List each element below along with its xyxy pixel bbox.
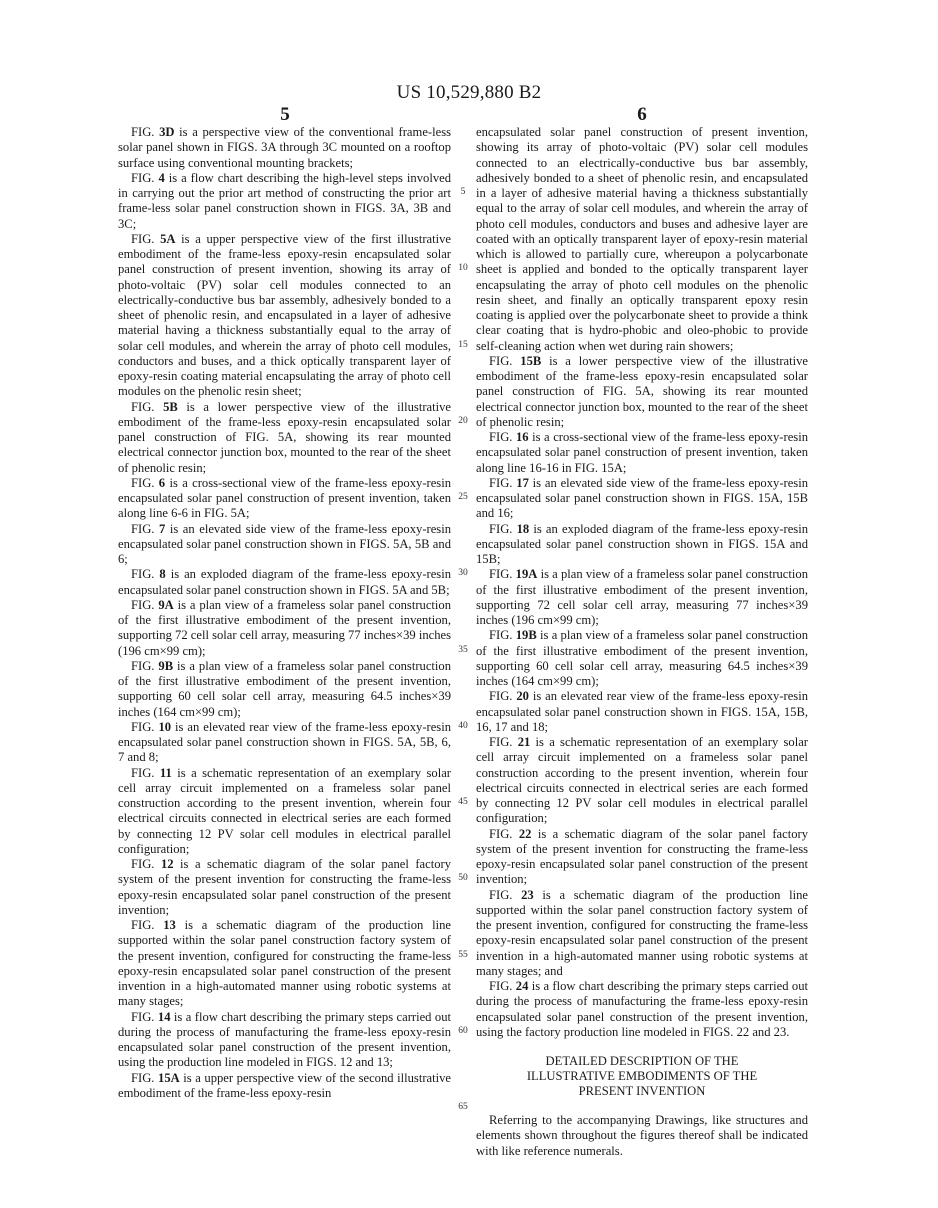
figure-number: 3D: [159, 125, 175, 139]
figure-text: is a schematic diagram of the production line supported within the solar panel construction factory system of the present invention, configured for constructing the frame-less epoxy-resin encapsulated solar panel construction of the present invention in a high-automated manner using robotic systems at many stages; and: [476, 887, 808, 978]
figure-number: 19A: [515, 567, 538, 582]
figure-number: 11: [159, 765, 172, 780]
figure-description: [118, 1010, 451, 1071]
figure-text: is a perspective view of the conventional frame-less solar panel shown in FIGS. 3A through 3C mounted on a rooftop surface using conventional mounting brackets;: [118, 125, 451, 170]
figure-description: [476, 430, 808, 476]
figure-description: [476, 567, 808, 628]
figure-label: FIG.: [131, 231, 161, 246]
figure-label: FIG.: [131, 719, 159, 734]
figure-label: FIG.: [131, 765, 160, 780]
figure-label: FIG.: [489, 979, 516, 993]
section-heading-line: DETAILED DESCRIPTION OF THE: [545, 1054, 739, 1068]
figure-text: is a schematic diagram of the production line supported within the solar panel construction factory system of the present invention, configured for constructing the frame-less epoxy-resin encapsulated solar panel construction of the present invention in a high-automated manner using robotic systems at many stages;: [118, 918, 451, 1009]
figure-text: is an elevated side view of the frame-less epoxy-resin encapsulated solar panel construction shown in FIGS. 5A, 5B and 6;: [118, 521, 451, 566]
line-number: 45: [458, 797, 468, 807]
figure-number: 15B: [520, 353, 542, 368]
figure-text: is a cross-sectional view of the frame-less epoxy-resin encapsulated solar panel construction of present invention, taken along line 16-16 in FIG. 15A;: [476, 430, 808, 475]
figure-text: is a plan view of a frameless solar panel construction of the first illustrative embodiment of the present invention, supporting 60 cell solar cell array, measuring 64.5 inches×39 inches (164 cm×99 cm);: [118, 658, 451, 719]
figure-label: FIG.: [489, 887, 522, 902]
figure-description: [118, 598, 451, 659]
figure-text: is a upper perspective view of the first illustrative embodiment of the frame-less epoxy-resin encapsulated solar panel construction of present invention, showing its array of photo-voltaic (PV) solar cell modules connected to an electrically-conductive bus bar assembly, adhesively bonded to a sheet of phenolic resin, and encapsulated in a layer of adhesive material having a thickness substantially equal to the array of solar cell modules, and wherein the array of photo cell modules, conductors and buses, and a thick optically transparent layer of epoxy-resin coating material encapsulating the array of photo cell modules on the phenolic resin sheet;: [118, 231, 451, 399]
line-number: 10: [458, 263, 468, 274]
figure-number: 8: [159, 567, 166, 582]
figure-label: FIG.: [131, 125, 160, 139]
line-number: 25: [458, 492, 468, 502]
figure-label: FIG.: [131, 521, 159, 536]
column-number-left: 5: [280, 104, 290, 125]
figure-label: FIG.: [131, 475, 159, 490]
figure-text: is a schematic representation of an exemplary solar cell array circuit implemented on a frameless solar panel construction according to the present invention, wherein four electrical circuits connected in electrical series are each formed by connecting 12 PV solar cell modules in electrical parallel configuration;: [476, 735, 808, 826]
figure-number: 5A: [160, 231, 176, 246]
figure-description: [476, 735, 808, 827]
figure-text: is a cross-sectional view of the frame-less epoxy-resin encapsulated solar panel construction of present invention, taken along line 6-6 in FIG. 5A;: [118, 475, 451, 521]
figure-description: [118, 857, 451, 918]
figure-number: 24: [515, 979, 529, 993]
figure-description: [476, 827, 808, 888]
figure-number: 18: [516, 521, 530, 536]
figure-description: [118, 567, 451, 598]
line-number: 5: [460, 187, 466, 197]
figure-description: [118, 522, 451, 568]
figure-text: is a schematic diagram of the solar panel factory system of the present invention for constructing the frame-less epoxy-resin encapsulated solar panel construction of the present invention;: [476, 826, 808, 887]
line-number: 65: [458, 1102, 468, 1112]
left-column: [118, 125, 451, 1101]
figure-number: 23: [521, 887, 534, 902]
figure-number: 9B: [158, 658, 174, 673]
figure-label: FIG.: [489, 628, 516, 643]
figure-number: 12: [160, 857, 174, 871]
figure-text: is a flow chart describing the high-level steps involved in carrying out the prior art method of constructing the prior art frame-less solar panel construction shown in FIGS. 3A, 3B and 3C;: [118, 170, 451, 231]
figure-label: FIG.: [489, 475, 517, 490]
figure-text: is an exploded diagram of the frame-less epoxy-resin encapsulated solar panel construction shown in FIGS. 5A and 5B;: [118, 567, 451, 597]
figure-description: [118, 171, 451, 232]
column-number-right: 6: [637, 104, 647, 125]
figure-number: 22: [518, 826, 532, 841]
section-heading-line: ILLUSTRATIVE EMBODIMENTS OF THE: [526, 1069, 758, 1083]
section-heading-line: PRESENT INVENTION: [578, 1084, 706, 1098]
figure-label: FIG.: [489, 353, 521, 368]
figure-number: 15A: [158, 1070, 180, 1085]
continuation-paragraph: encapsulated solar panel construction of present invention, showing its array of photo-voltaic (PV) solar cell modules connected to an electrically-conductive bus bar assembly, adhesively bonded to a sheet of phenolic resin, and encapsulated in a layer of adhesive material having a thickness substantially equal to the array of solar cell modules, and wherein the array of photo cell modules, conductors and buses and adhesive layer are coated with an optically transparent layer of epoxy-resin material which is allowed to partially cure, whereupon a polycarbonate sheet is applied and bonded to the optically transparent layer encapsulating the array of photo cell modules on the phenolic resin sheet, and finally an optically transparent epoxy resin coating is applied over the polycarbonate sheet to provide a think clear coating that is hydro-phobic and oleo-phobic to provide self-cleaning action when wet during rain showers;: [476, 125, 808, 353]
figure-description: [476, 888, 808, 980]
figure-label: FIG.: [131, 597, 159, 612]
figure-label: FIG.: [131, 567, 160, 582]
figure-label: FIG.: [489, 689, 517, 704]
figure-description: [476, 476, 808, 522]
figure-number: 10: [158, 719, 172, 734]
figure-number: 16: [515, 430, 529, 444]
figure-label: FIG.: [489, 430, 516, 444]
figure-text: is a plan view of a frameless solar panel construction of the first illustrative embodiment of the present invention, supporting 72 cell solar cell array, measuring 77 inches×39 inches (196 cm×99 cm);: [476, 567, 808, 627]
line-number: 20: [458, 415, 468, 426]
figure-description: [476, 628, 808, 689]
figure-number: 14: [157, 1009, 171, 1024]
figure-label: FIG.: [131, 918, 164, 932]
figure-number: 17: [516, 475, 529, 490]
figure-label: FIG.: [489, 735, 518, 749]
figure-description: [118, 720, 451, 766]
figure-text: is a schematic representation of an exemplary solar cell array circuit implemented on a frameless solar panel construction according to the present invention, wherein four electrical circuits connected in electrical series are each formed by connecting 12 PV solar cell modules in electrical parallel configuration;: [118, 765, 451, 856]
figure-number: 9A: [158, 597, 174, 612]
line-number: 60: [458, 1025, 468, 1036]
figure-text: is a flow chart describing the primary steps carried out during the process of manufacturing the frame-less epoxy-resin encapsulated solar panel construction of the present invention, using the factory production line modeled in FIGS. 22 and 23.: [476, 979, 809, 1039]
figure-text: is a lower perspective view of the illustrative embodiment of the frame-less epoxy-resin encapsulated solar panel construction of FIG. 5A, showing its rear mounted electrical connector junction box, mounted to the rear of the sheet of phenolic resin;: [118, 399, 451, 475]
figure-description: [476, 354, 808, 430]
figure-number: 7: [159, 521, 166, 536]
figure-label: FIG.: [489, 826, 519, 841]
figure-description: [476, 979, 808, 1040]
figure-text: is an elevated rear view of the frame-less epoxy-resin encapsulated solar panel construction shown in FIGS. 5A, 5B, 6, 7 and 8;: [118, 719, 451, 765]
figure-description: [118, 400, 451, 476]
section-heading: [476, 1054, 808, 1099]
patent-number: US 10,529,880 B2: [396, 82, 542, 103]
figure-label: FIG.: [131, 170, 159, 185]
figure-label: FIG.: [131, 1009, 158, 1024]
figure-number: 5B: [163, 399, 178, 414]
figure-description: [476, 689, 808, 735]
figure-description: [118, 918, 451, 1010]
figure-text: is an exploded diagram of the frame-less epoxy-resin encapsulated solar panel construction shown in FIGS. 15A and 15B;: [476, 521, 808, 566]
line-number: 40: [458, 720, 468, 731]
figure-text: is a plan view of a frameless solar panel construction of the first illustrative embodiment of the present invention, supporting 60 cell solar cell array, measuring 64.5 inches×39 inches (164 cm×99 cm);: [476, 628, 809, 688]
figure-text: is a upper perspective view of the second illustrative embodiment of the frame-less epoxy-resin: [118, 1070, 452, 1100]
line-number: 15: [458, 339, 468, 350]
line-number: 35: [458, 644, 468, 655]
figure-label: FIG.: [131, 1070, 159, 1085]
figure-text: is a lower perspective view of the illustrative embodiment of the frame-less epoxy-resin encapsulated solar panel construction of FIG. 5A, showing its rear mounted electrical connector junction box, mounted to the rear of the sheet of phenolic resin;: [476, 353, 808, 429]
figure-description: [118, 659, 451, 720]
figure-text: is a plan view of a frameless solar panel construction of the first illustrative embodiment of the present invention, supporting 72 cell solar cell array, measuring 77 inches×39 inches (196 cm×99 cm);: [118, 597, 451, 658]
figure-label: FIG.: [489, 567, 516, 582]
figure-description: [118, 232, 451, 400]
right-figure-list: [476, 354, 808, 1040]
figure-number: 13: [163, 918, 176, 932]
figure-label: FIG.: [131, 857, 161, 871]
line-number: 50: [458, 873, 468, 884]
figure-label: FIG.: [131, 399, 164, 414]
figure-description: [476, 522, 808, 568]
line-number: 55: [458, 949, 468, 960]
figure-label: FIG.: [131, 658, 159, 673]
figure-description: [118, 1071, 451, 1102]
figure-number: 6: [158, 475, 166, 490]
figure-number: 21: [517, 735, 531, 749]
figure-description: [118, 125, 451, 171]
body-paragraph: Referring to the accompanying Drawings, like structures and elements shown throughout the figures thereof shall be indicated with like reference numerals.: [476, 1113, 808, 1158]
figure-description: [118, 766, 451, 858]
figure-description: [118, 476, 451, 522]
figure-label: FIG.: [489, 521, 517, 536]
figure-number: 20: [516, 689, 529, 704]
figure-text: is a schematic diagram of the solar panel factory system of the present invention for constructing the frame-less epoxy-resin encapsulated solar panel construction of the present invention;: [118, 857, 451, 917]
figure-number: 19B: [515, 628, 537, 643]
figure-text: is a flow chart describing the primary steps carried out during the process of manufacturing the frame-less epoxy-resin encapsulated solar panel construction of the present invention, using the production line modeled in FIGS. 12 and 13;: [118, 1009, 452, 1070]
line-number: 30: [458, 568, 468, 579]
figure-text: is an elevated rear view of the frame-less epoxy-resin encapsulated solar panel construction shown in FIGS. 15A, 15B, 16, 17 and 18;: [476, 689, 808, 734]
figure-number: 4: [158, 170, 165, 185]
figure-text: is an elevated side view of the frame-less epoxy-resin encapsulated solar panel construction shown in FIGS. 15A, 15B and 16;: [476, 475, 808, 521]
right-column: [476, 125, 808, 1159]
